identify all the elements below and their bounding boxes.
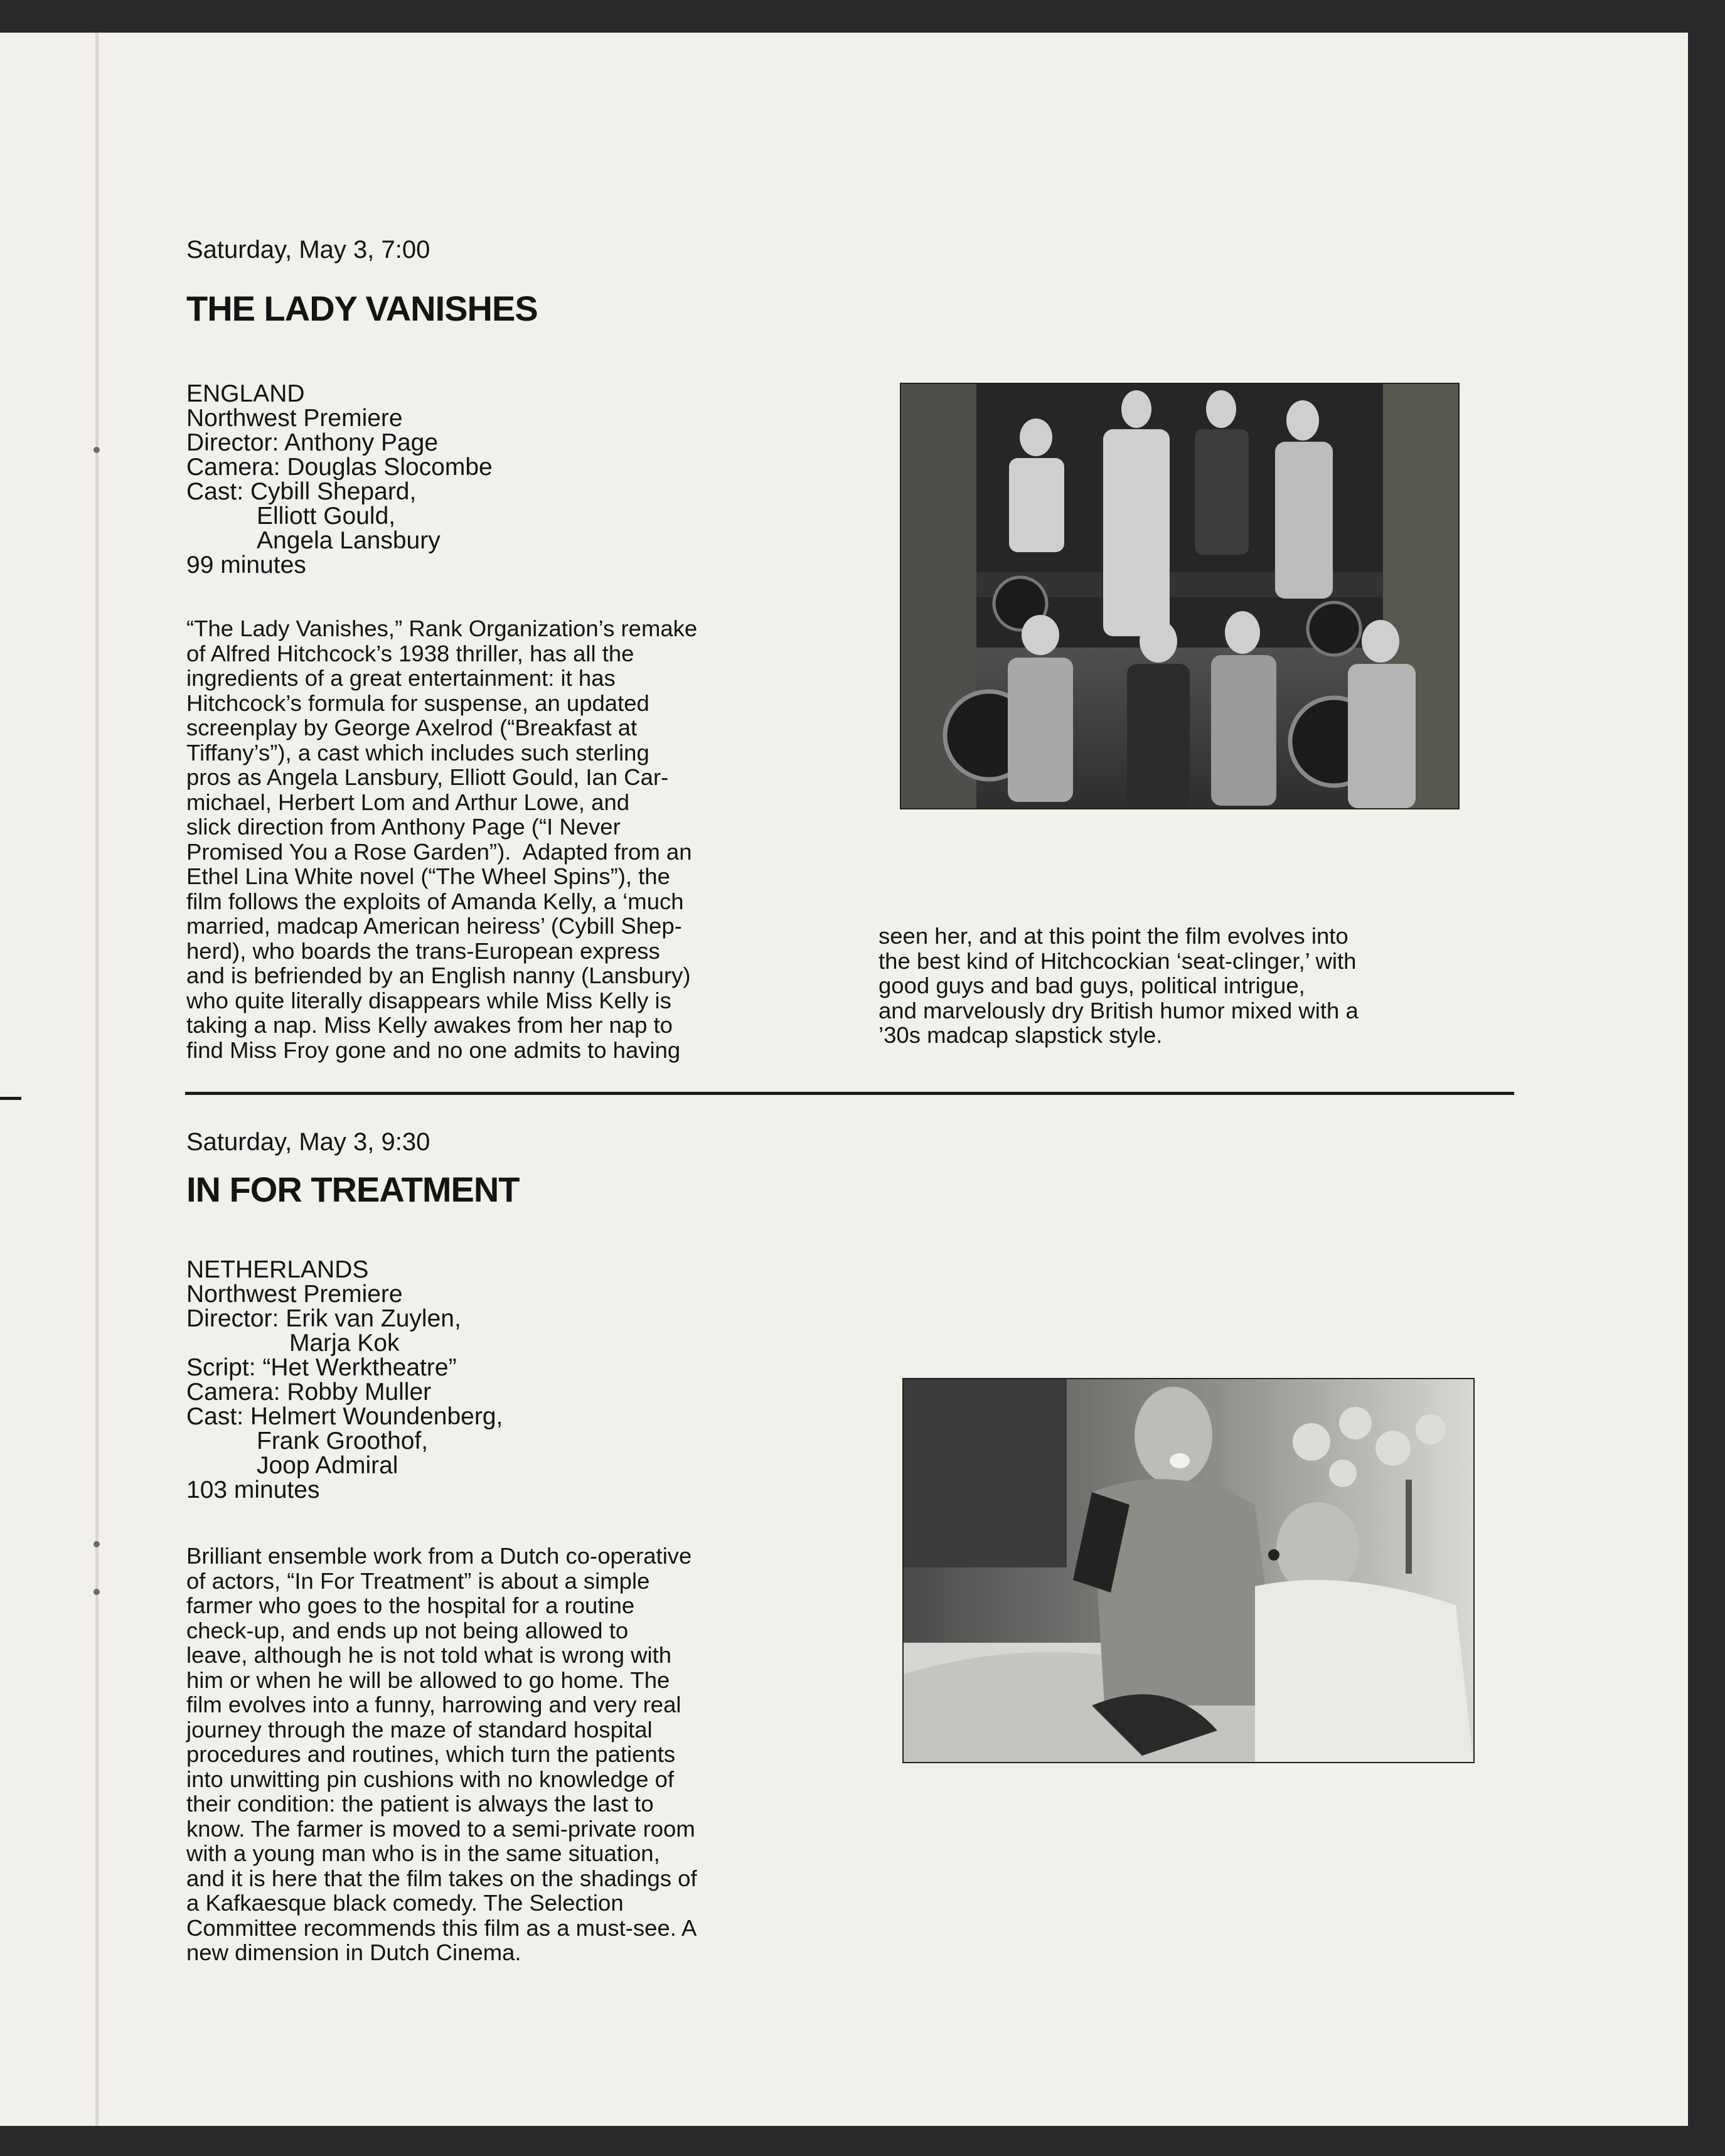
text-line: taking a nap. Miss Kelly awakes from her nap to [186, 1012, 673, 1038]
credit-line: Frank Groothof, [257, 1428, 429, 1454]
text-line: of actors, “In For Treatment” is about a simple [186, 1567, 650, 1594]
credit-line: Marja Kok [289, 1330, 400, 1357]
film1-synopsis-right [879, 924, 1359, 1048]
binding-staple [93, 1541, 100, 1547]
binding-gutter [95, 33, 99, 2126]
text-line: seen her, and at this point the film evolves into [879, 923, 1348, 949]
text-line: with a young man who is in the same situation, [186, 1840, 660, 1866]
credit-line: Northwest Premiere [186, 405, 403, 432]
credit-line: ENGLAND [186, 380, 305, 407]
text-line: procedures and routines, which turn the patients [186, 1741, 676, 1767]
text-line: and it is here that the film takes on the shadings of [186, 1865, 697, 1891]
credit-line: NETHERLANDS [186, 1256, 369, 1283]
text-line: good guys and bad guys, political intrigue, [879, 973, 1305, 998]
text-line: the best kind of Hitchcockian ‘seat-clinger,’ with [879, 947, 1357, 974]
text-line: Tiffany’s”), a cast which includes such sterling [186, 739, 649, 766]
binding-staple [93, 1589, 100, 1595]
credit-line: Elliott Gould, [257, 503, 396, 530]
film2-credits [186, 1257, 503, 1502]
text-line: pros as Angela Lansbury, Elliott Gould, Ian Car- [186, 764, 669, 790]
text-line: of Alfred Hitchcock’s 1938 thriller, has all the [186, 640, 634, 666]
text-line: and marvelously dry British humor mixed with a [879, 997, 1359, 1023]
text-line: know. The farmer is moved to a semi-private room [186, 1815, 695, 1842]
program-page [0, 33, 1688, 2126]
film1-title: THE LADY VANISHES [186, 289, 538, 328]
credit-line: Angela Lansbury [257, 527, 441, 554]
text-line: check-up, and ends up not being allowed to [186, 1617, 629, 1643]
text-line: screenplay by George Axelrod (“Breakfast at [186, 715, 638, 740]
text-line: Hitchcock’s formula for suspense, an updated [186, 690, 649, 716]
film1-synopsis-left [186, 616, 697, 1062]
text-line: ingredients of a great entertainment: it has [186, 665, 616, 691]
text-line: who quite literally disappears while Miss Kelly is [186, 987, 671, 1013]
text-line: “The Lady Vanishes,” Rank Organization’s remake [186, 616, 698, 641]
film2-synopsis [186, 1544, 697, 1965]
text-line: him or when he will be allowed to go home. The [186, 1667, 670, 1693]
text-line: find Miss Froy gone and no one admits to having [186, 1037, 681, 1063]
credit-line: Director: Erik van Zuylen, [186, 1305, 461, 1332]
film2-title: IN FOR TREATMENT [186, 1170, 520, 1209]
credit-line: Camera: Douglas Slocombe [186, 454, 493, 481]
credit-line: Cast: Helmert Woundenberg, [186, 1403, 503, 1430]
credit-line: Joop Admiral [257, 1452, 398, 1479]
film2-still-photo [902, 1378, 1475, 1763]
text-line: herd), who boards the trans-European express [186, 937, 660, 964]
text-line: leave, although he is not told what is wrong with [186, 1642, 672, 1668]
text-line: Ethel Lina White novel (“The Wheel Spins”), the [186, 863, 670, 889]
text-line: their condition: the patient is always the last to [186, 1791, 654, 1817]
credit-line: Camera: Robby Muller [186, 1379, 432, 1406]
text-line: Brilliant ensemble work from a Dutch co-operative [186, 1543, 692, 1569]
edge-mark [0, 1097, 21, 1100]
section-divider [185, 1092, 1514, 1095]
credit-line: Northwest Premiere [186, 1281, 403, 1308]
text-line: film follows the exploits of Amanda Kelly, a ‘much [186, 888, 684, 914]
credit-line: Script: “Het Werktheatre” [186, 1354, 457, 1381]
text-line: farmer who goes to the hospital for a routine [186, 1593, 635, 1618]
text-line: and is befriended by an English nanny (Lansbury) [186, 963, 691, 988]
film1-credits [186, 382, 493, 577]
text-line: journey through the maze of standard hospital [186, 1716, 653, 1742]
text-line: into unwitting pin cushions with no knowledge of [186, 1766, 675, 1792]
text-line: new dimension in Dutch Cinema. [186, 1940, 521, 1965]
text-line: ’30s madcap slapstick style. [879, 1022, 1163, 1048]
credit-line: Cast: Cybill Shepard, [186, 478, 417, 505]
credit-line: 99 minutes [186, 552, 306, 579]
credit-line: Director: Anthony Page [186, 429, 439, 456]
text-line: a Kafkaesque black comedy. The Selection [186, 1890, 624, 1916]
text-line: michael, Herbert Lom and Arthur Lowe, and [186, 789, 630, 815]
credit-line: 103 minutes [186, 1476, 320, 1503]
film2-date: Saturday, May 3, 9:30 [186, 1128, 430, 1156]
text-line: slick direction from Anthony Page (“I Never [186, 814, 621, 840]
text-line: Promised You a Rose Garden”). Adapted from an [186, 838, 692, 865]
text-line: married, madcap American heiress’ (Cybill Shep- [186, 913, 682, 939]
film1-still-photo [900, 383, 1460, 809]
text-line: Committee recommends this film as a must-see. A [186, 1914, 697, 1941]
film1-date: Saturday, May 3, 7:00 [186, 236, 430, 264]
binding-staple [93, 447, 100, 453]
text-line: film evolves into a funny, harrowing and very real [186, 1692, 681, 1717]
